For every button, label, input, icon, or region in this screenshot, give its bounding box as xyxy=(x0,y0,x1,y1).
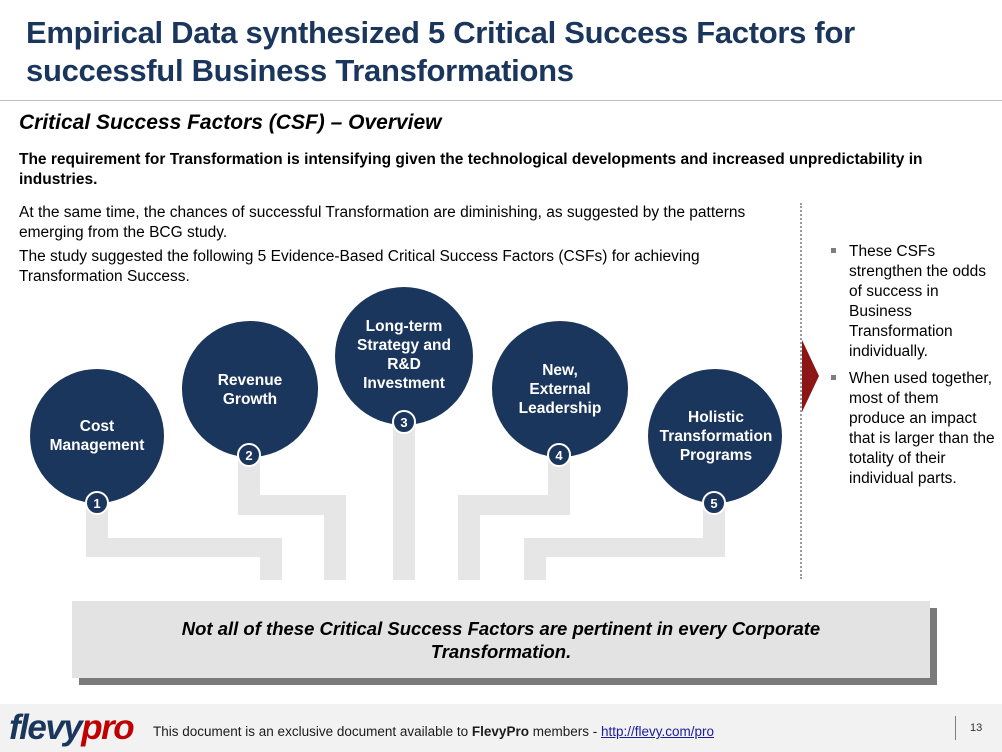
factor-label-line: Leadership xyxy=(518,400,602,417)
footer-text-before: This document is an exclusive document available to xyxy=(153,724,472,739)
flevy-pro-link[interactable]: http://flevy.com/pro xyxy=(600,724,715,739)
side-bullet-item xyxy=(826,242,996,362)
footer-brand: FlevyPro xyxy=(471,724,529,739)
factor-label-line: R&D xyxy=(387,356,421,373)
factor-label-line: Cost xyxy=(79,418,115,435)
factor-label-line: Investment xyxy=(363,375,445,392)
badge-number-3: 3 xyxy=(400,415,408,430)
factor-label-3 xyxy=(341,317,467,393)
footer-text-after: members - xyxy=(528,724,601,739)
flevypro-logo xyxy=(9,708,133,748)
side-bullet-list xyxy=(826,242,996,496)
square-bullet-icon xyxy=(831,248,836,253)
slide-title: Empirical Data synthesized 5 Critical Success Factors for successful Business Transformations xyxy=(26,15,855,88)
note-box xyxy=(72,601,930,678)
factor-label-line: Revenue xyxy=(217,372,283,389)
logo-part-pro: pro xyxy=(81,708,134,747)
badge-number-1: 1 xyxy=(93,496,101,511)
badge-number-5: 5 xyxy=(710,496,718,511)
factor-label-1 xyxy=(37,417,157,455)
factor-label-line: Strategy and xyxy=(357,337,451,354)
connector-3 xyxy=(393,418,415,580)
intro-paragraph-2: The study suggested the following 5 Evidence-Based Critical Success Factors (CSFs) for achieving Transformation Success. xyxy=(19,248,700,285)
factor-label-4 xyxy=(499,361,621,418)
note-text: Not all of these Critical Success Factors are pertinent in every Corporate Transformation. xyxy=(181,617,821,662)
factor-label-line: Management xyxy=(49,437,145,454)
factor-label-line: Long-term xyxy=(365,318,443,335)
factor-label-line: External xyxy=(529,381,591,398)
side-bullet-text: These CSFs strengthen the odds of success in Business Transformation individually. xyxy=(849,243,987,360)
lead-statement: The requirement for Transformation is intensifying given the technological developments and increased unpredictability in industries. xyxy=(19,151,923,188)
footer-notice xyxy=(153,724,714,739)
factor-label-5 xyxy=(650,408,782,465)
badge-number-2: 2 xyxy=(245,448,253,463)
triangle-arrow-icon xyxy=(802,340,819,412)
connector-2 xyxy=(238,452,346,580)
logo-part-flevy: flevy xyxy=(9,708,82,747)
connectors xyxy=(86,418,725,580)
factor-label-line: New, xyxy=(542,362,578,379)
square-bullet-icon xyxy=(831,375,836,380)
factor-label-line: Programs xyxy=(679,447,753,464)
badge-number-4: 4 xyxy=(555,448,563,463)
factor-label-2 xyxy=(189,371,311,409)
side-bullet-item xyxy=(826,369,996,489)
factor-label-line: Growth xyxy=(222,391,278,408)
section-subtitle: Critical Success Factors (CSF) – Overview xyxy=(19,111,442,134)
factor-label-line: Holistic xyxy=(688,409,744,426)
side-bullet-text: When used together, most of them produce an impact that is larger than the totality of their individual parts. xyxy=(849,370,995,487)
connector-4 xyxy=(458,452,570,580)
factor-label-line: Transformation xyxy=(659,428,773,445)
footer-separator xyxy=(955,716,956,740)
intro-paragraph-1: At the same time, the chances of successful Transformation are diminishing, as suggested by the patterns emerging from the BCG study. xyxy=(19,204,746,241)
page-number: 13 xyxy=(970,722,983,734)
